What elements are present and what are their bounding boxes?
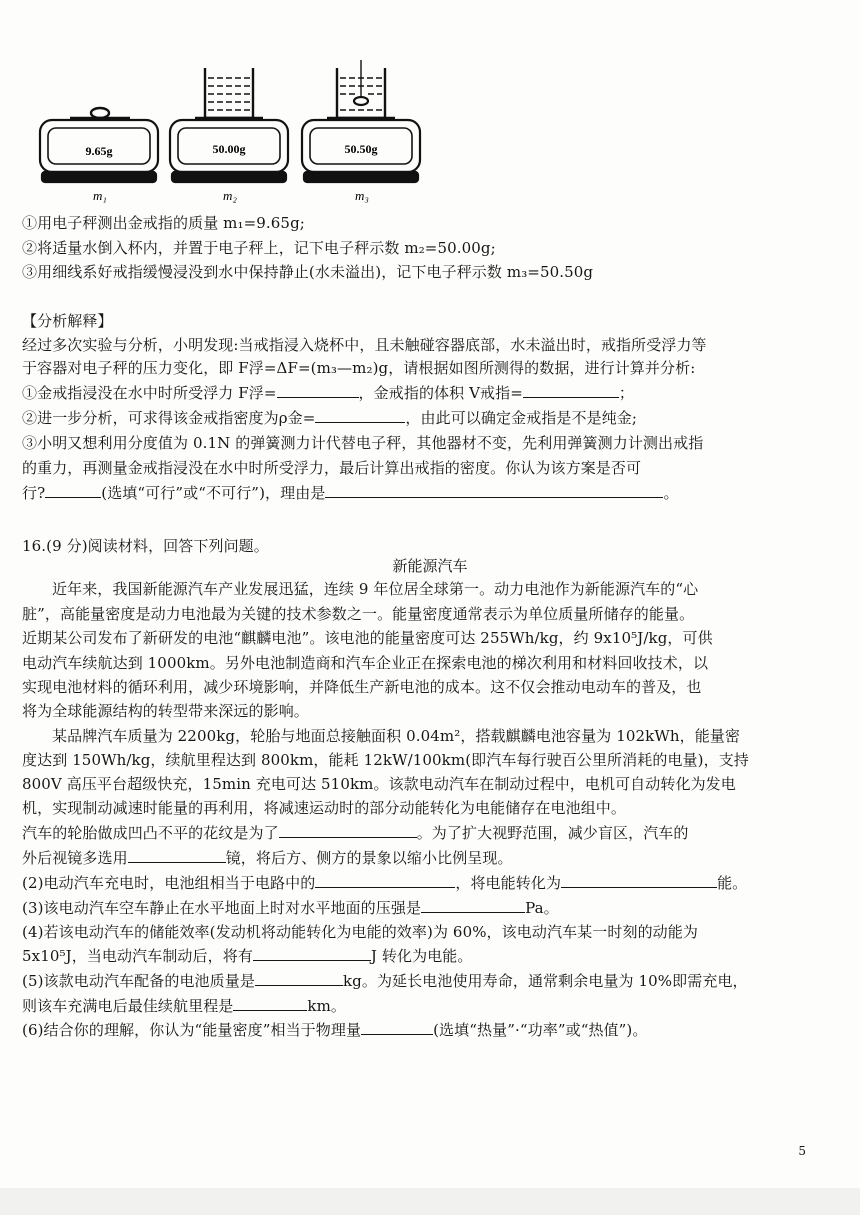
q16-5-text-c: 则该车充满电后最佳续航里程是 xyxy=(22,997,234,1015)
q16-part-6 xyxy=(22,1020,647,1040)
q16-2-text-a: (2)电动汽车充电时，电池组相当于电路中的 xyxy=(22,874,316,892)
scale-3-label: m₃ xyxy=(355,188,369,203)
density-answer-blank[interactable] xyxy=(315,408,405,423)
article-para2-line-2: 度达到 150Wh/kg，续航里程达到 800km，能耗 12kW/100km(即汽车每行驶百公里所消耗的电量)，支持 xyxy=(22,751,749,769)
scale-2-label: m₂ xyxy=(223,188,237,203)
scale-1-reading: 9.65g xyxy=(85,144,113,158)
step-2: ②将适量水倒入杯内，并置于电子秤上，记下电子秤示数 m₂=50.00g; xyxy=(22,239,496,257)
q16-part-5-line-2 xyxy=(22,996,346,1016)
energy-form-answer-blank[interactable] xyxy=(561,873,717,888)
article-para1-line-1: 近年来，我国新能源汽车产业发展迅猛，连续 9 年位居全球第一。动力电池作为新能源汽车的“心 xyxy=(52,580,699,598)
q16-4-text-b: 5x10⁵J，当电动汽车制动后，将有 xyxy=(22,947,253,965)
battery-mass-answer-blank[interactable] xyxy=(255,971,343,986)
scale-3-reading: 50.50g xyxy=(344,142,378,156)
article-para2-line-1: 某品牌汽车质量为 2200kg，轮胎与地面总接触面积 0.04m²，搭载麒麟电池容量为 102kWh，能量密 xyxy=(52,727,741,745)
q16-2-text-c: 能。 xyxy=(717,874,748,892)
q16-3-text-b: Pa。 xyxy=(525,899,559,917)
q16-part-1-line-1 xyxy=(22,823,689,843)
q16-6-text-b: (选填“热量”·“功率”或“热值”)。 xyxy=(433,1021,648,1039)
scan-bottom-edge xyxy=(0,1188,860,1215)
article-para1-line-2: 脏”，高能量密度是动力电池最为关键的技术参数之一。能量密度通常表示为单位质量所储存的能量。 xyxy=(22,605,695,623)
volume-answer-blank[interactable] xyxy=(523,383,619,398)
electronic-scales-figure xyxy=(30,60,470,210)
q2-text-a: ②进一步分析，可求得该金戒指密度为ρ金= xyxy=(22,409,316,427)
q16-6-text-a: (6)结合你的理解，你认为“能量密度”相当于物理量 xyxy=(22,1021,362,1039)
buoyancy-answer-blank[interactable] xyxy=(277,383,359,398)
analysis-paragraph-line-1: 经过多次实验与分析，小明发现:当戒指浸入烧杯中，且未触碰容器底部，水未溢出时，戒指所受浮力等 xyxy=(22,336,707,354)
q16-5-text-d: km。 xyxy=(307,997,347,1015)
analysis-question-1 xyxy=(22,383,634,403)
q16-5-text-a: (5)该款电动汽车配备的电池质量是 xyxy=(22,972,255,990)
mirror-type-answer-blank[interactable] xyxy=(128,848,226,863)
circuit-element-answer-blank[interactable] xyxy=(315,873,455,888)
q16-part-2 xyxy=(22,873,747,893)
q16-part-4-line-1: (4)若该电动汽车的储能效率(发动机将动能转化为电能的效率)为 60%，该电动汽车某一时刻的动能为 xyxy=(22,923,698,941)
range-answer-blank[interactable] xyxy=(233,996,307,1011)
q16-1-text-b: 。为了扩大视野范围，减少盲区，汽车的 xyxy=(416,824,689,842)
analysis-question-3-line-1: ③小明又想利用分度值为 0.1N 的弹簧测力计代替电子秤，其他器材不变，先利用弹簧测力计测出戒指 xyxy=(22,434,704,452)
analysis-question-2 xyxy=(22,408,637,428)
analysis-question-3-line-2: 的重力，再测量金戒指浸没在水中时所受浮力，最后计算出戒指的密度。你认为该方案是否可 xyxy=(22,459,642,477)
physical-quantity-answer-blank[interactable] xyxy=(361,1020,433,1035)
step-1: ①用电子秤测出金戒指的质量 m₁=9.65g; xyxy=(22,214,305,232)
article-para1-line-5: 实现电池材料的循环利用，减少环境影响，并降低生产新电池的成本。这不仅会推动电动车的普及，也 xyxy=(22,678,702,696)
q16-5-text-b: kg。为延长电池使用寿命，通常剩余电量为 10%即需充电， xyxy=(342,972,748,990)
q3-text-b: (选填“可行”或“不可行”)，理由是 xyxy=(101,484,326,502)
analysis-heading: 【分析解释】 xyxy=(22,312,113,330)
q16-1-text-a: 汽车的轮胎做成凹凸不平的花纹是为了 xyxy=(22,824,279,842)
scale-2-reading: 50.00g xyxy=(212,142,246,156)
pressure-answer-blank[interactable] xyxy=(421,898,525,913)
q16-1-text-d: 镜，将后方、侧方的景象以缩小比例呈现。 xyxy=(225,849,513,867)
scale-2 xyxy=(170,68,288,182)
q1-text-b: ，金戒指的体积 V戒指= xyxy=(358,384,523,402)
analysis-question-3-line-3 xyxy=(22,483,679,503)
article-title: 新能源汽车 xyxy=(392,557,468,575)
q3-text-a: 行? xyxy=(22,484,46,502)
article-para1-line-6: 将为全球能源结构的转型带来深远的影响。 xyxy=(22,702,309,720)
q16-3-text-a: (3)该电动汽车空车静止在水平地面上时对水平地面的压强是 xyxy=(22,899,422,917)
q16-4-text-c: J 转化为电能。 xyxy=(370,947,473,965)
q2-text-b: ，由此可以确定金戒指是不是纯金; xyxy=(405,409,638,427)
analysis-paragraph-line-2: 于容器对电子秤的压力变化，即 F浮=ΔF=(m₃—m₂)g，请根据如图所测得的数据，进行计算并分析: xyxy=(22,359,696,377)
reason-answer-blank[interactable] xyxy=(325,483,663,498)
article-para1-line-4: 电动汽车续航达到 1000km。另外电池制造商和汽车企业正在探索电池的梯次利用和材料回收技术，以 xyxy=(22,654,709,672)
q16-2-text-b: ，将电能转化为 xyxy=(455,874,562,892)
q1-text-a: ①金戒指浸没在水中时所受浮力 F浮= xyxy=(22,384,277,402)
article-para2-line-4: 机，实现制动减速时能量的再利用，将减速运动时的部分动能转化为电能储存在电池组中。 xyxy=(22,799,627,817)
q16-part-1-line-2 xyxy=(22,848,513,868)
tire-pattern-answer-blank[interactable] xyxy=(279,823,417,838)
q16-part-5-line-1 xyxy=(22,971,748,991)
page-number: 5 xyxy=(798,1144,806,1158)
article-para1-line-3: 近期某公司发布了新研发的电池“麒麟电池”。该电池的能量密度可达 255Wh/kg，约 9x10⁵J/kg，可供 xyxy=(22,629,713,647)
scale-1-label: m₁ xyxy=(93,188,107,203)
step-3: ③用细线系好戒指缓慢浸没到水中保持静止(水未溢出)，记下电子秤示数 m₃=50.50g xyxy=(22,263,594,281)
feasible-answer-blank[interactable] xyxy=(45,483,101,498)
question-16-intro: 16.(9 分)阅读材料，回答下列问题。 xyxy=(22,537,269,555)
q16-part-4-line-2 xyxy=(22,946,473,966)
electric-energy-answer-blank[interactable] xyxy=(253,946,371,961)
q1-text-c: ； xyxy=(618,384,635,402)
q3-text-c: 。 xyxy=(663,484,679,502)
q16-1-text-c: 外后视镜多选用 xyxy=(22,849,128,867)
scale-3 xyxy=(302,60,420,182)
article-para2-line-3: 800V 高压平台超级快充，15min 充电可达 510km。该款电动汽车在制动过程中，电机可自动转化为发电 xyxy=(22,775,736,793)
q16-part-3 xyxy=(22,898,559,918)
